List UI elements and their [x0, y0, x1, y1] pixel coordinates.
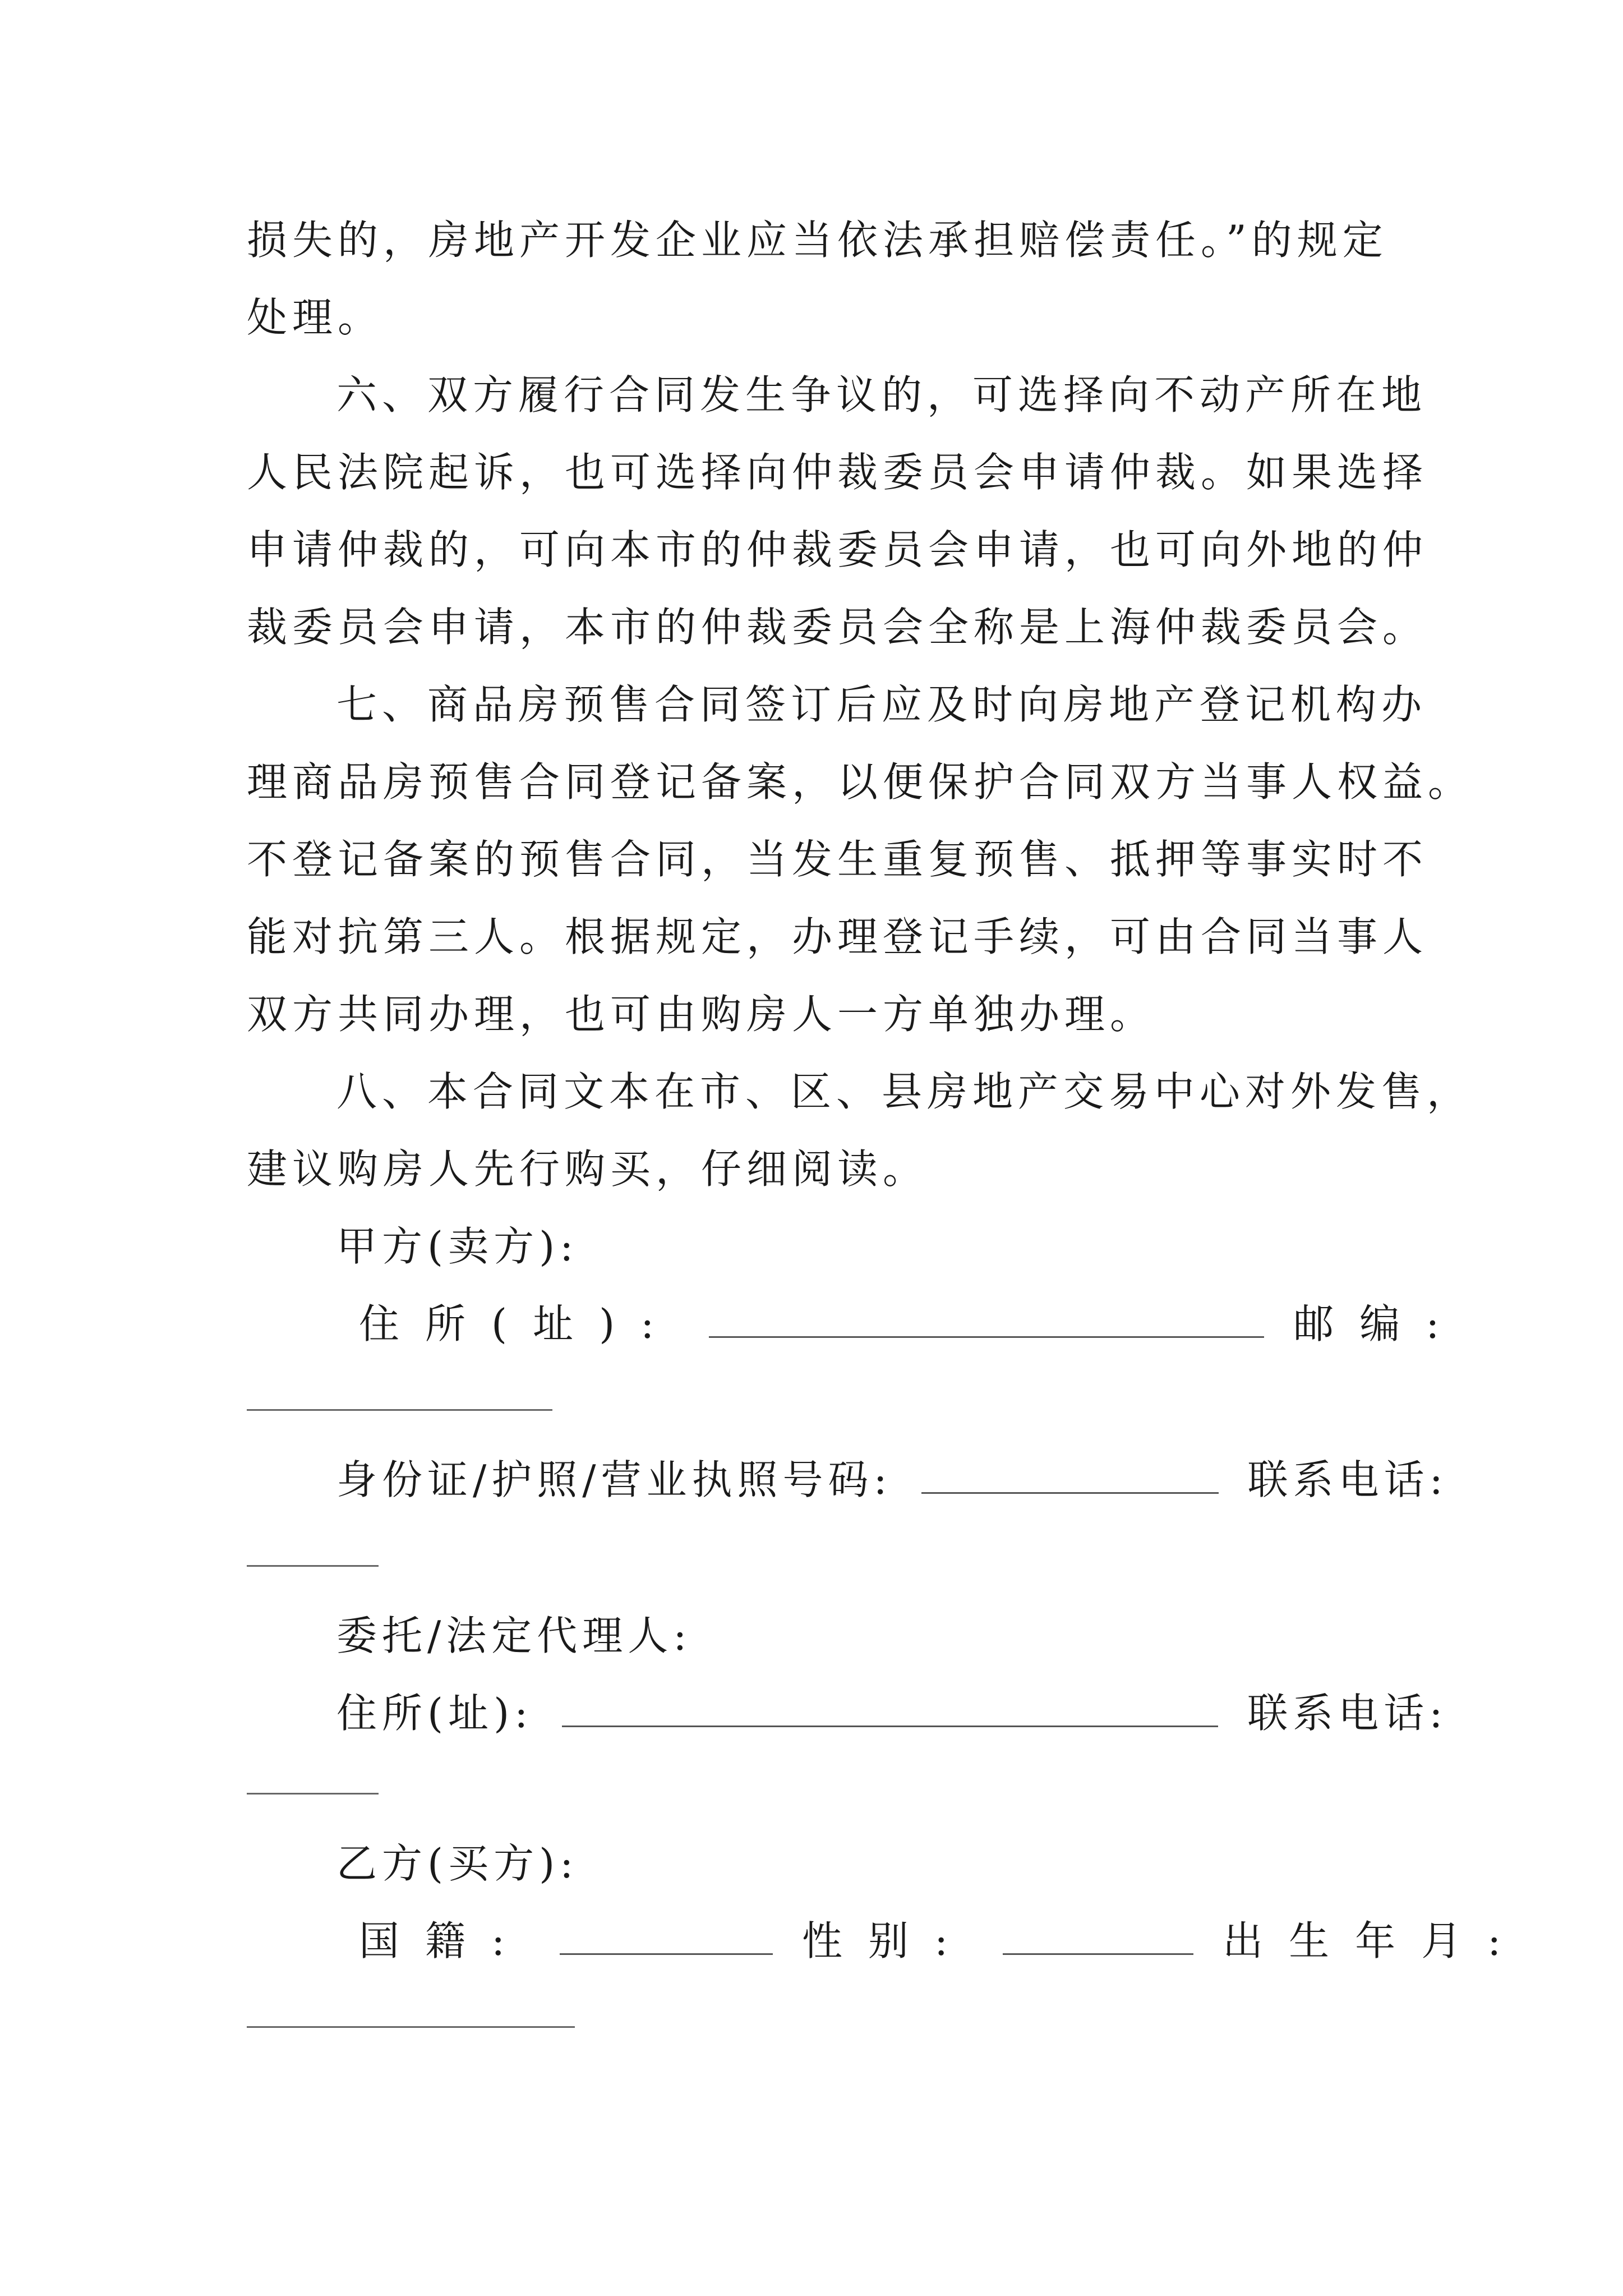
clause-6-line-1: 六、双方履行合同发生争议的，可选择向不动产所在地 [336, 371, 1427, 418]
party-b-heading: 乙方(买方): [336, 1840, 579, 1887]
agent-address-field[interactable] [562, 1693, 1218, 1727]
party-a-address-row [359, 1300, 1465, 1347]
phone-field[interactable] [247, 1565, 379, 1567]
agent-address-row [336, 1690, 1448, 1737]
gender-label: 性别: [802, 1917, 974, 1964]
gender-field[interactable] [1003, 1921, 1193, 1955]
birth-field[interactable] [247, 2026, 575, 2028]
agent-phone-field[interactable] [247, 1793, 379, 1795]
clause-8-line-1: 八、本合同文本在市、区、县房地产交易中心对外发售， [336, 1068, 1473, 1115]
clause-6-line-4: 裁委员会申请，本市的仲裁委员会全称是上海仲裁委员会。 [247, 604, 1428, 651]
clause-7-line-1: 七、商品房预售合同签订后应及时向房地产登记机构办 [336, 681, 1427, 728]
nationality-field[interactable] [560, 1921, 773, 1955]
party-a-id-row [336, 1456, 1448, 1503]
phone-label: 联系电话: [1247, 1456, 1448, 1503]
clause-7-line-4: 能对抗第三人。根据规定，办理登记手续，可由合同当事人 [247, 913, 1428, 960]
clause-7-line-3: 不登记备案的预售合同，当发生重复预售、抵押等事实时不 [247, 836, 1428, 883]
postcode-label: 邮编: [1293, 1300, 1465, 1347]
nationality-label: 国籍: [359, 1917, 531, 1964]
agent-address-label: 住所(址): [336, 1690, 533, 1737]
birth-label: 出生年月: [1223, 1917, 1527, 1964]
party-a-heading: 甲方(卖方): [336, 1223, 579, 1270]
clause-6-line-2: 人民法院起诉，也可选择向仲裁委员会申请仲裁。如果选择 [247, 449, 1428, 496]
postcode-field[interactable] [247, 1409, 552, 1411]
id-label: 身份证/护照/营业执照号码: [336, 1456, 892, 1503]
party-b-info-row [359, 1917, 1527, 1964]
clause-7-line-2: 理商品房预售合同登记备案，以便保护合同双方当事人权益。 [247, 758, 1474, 806]
agent-phone-label: 联系电话: [1247, 1690, 1448, 1737]
clause-7-line-5: 双方共同办理，也可由购房人一方单独办理。 [247, 991, 1156, 1038]
text-line-1: 损失的，房地产开发企业应当依法承担赔偿责任。”的规定 [247, 217, 1388, 264]
address-field[interactable] [709, 1304, 1264, 1338]
clause-6-line-3: 申请仲裁的，可向本市的仲裁委员会申请，也可向外地的仲 [247, 526, 1428, 573]
agent-heading: 委托/法定代理人: [336, 1612, 692, 1659]
text-line-2: 处理。 [247, 294, 384, 341]
clause-8-line-2: 建议购房人先行购买，仔细阅读。 [247, 1145, 929, 1193]
address-label: 住所(址): [359, 1300, 680, 1347]
id-field[interactable] [921, 1460, 1219, 1494]
